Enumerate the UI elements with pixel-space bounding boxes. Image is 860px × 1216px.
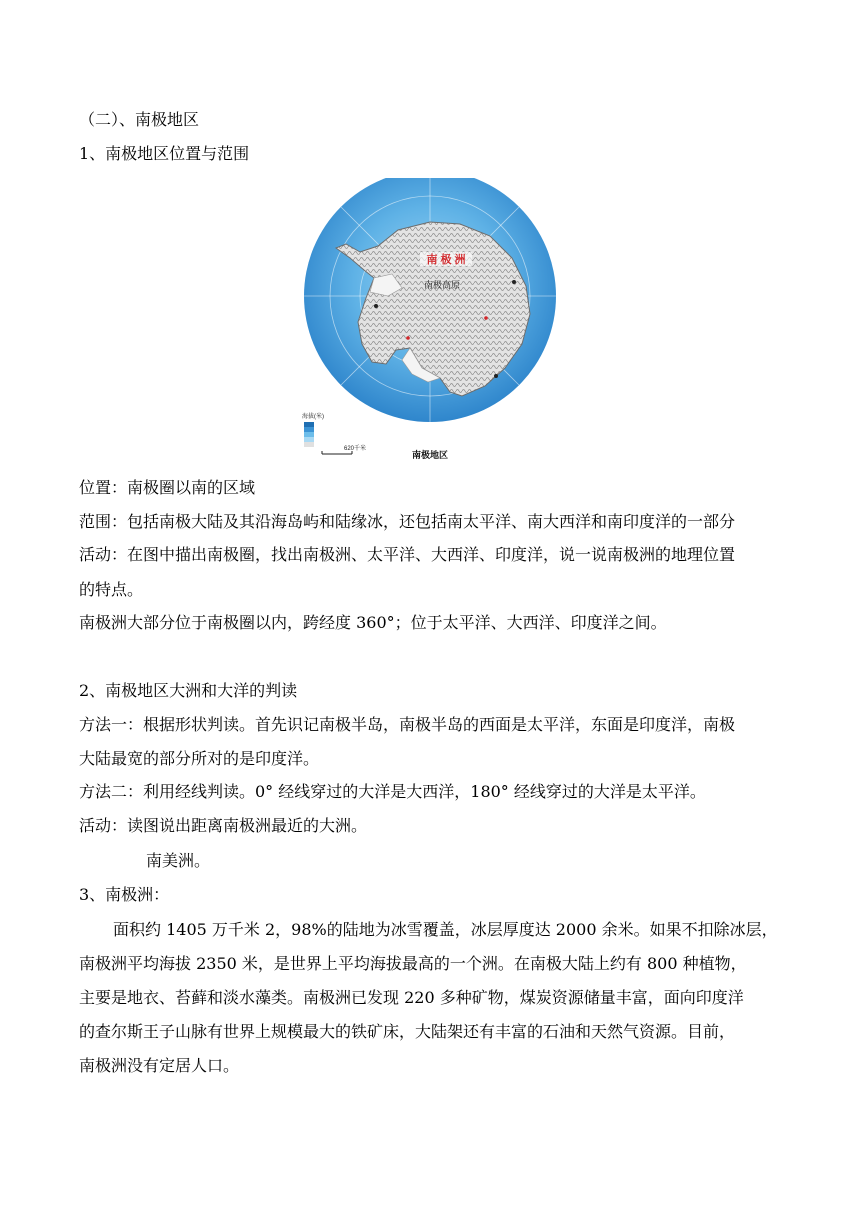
antarctica-map-graphic — [300, 178, 562, 462]
location-text: 位置：南极圈以南的区域 — [79, 478, 256, 497]
subheading-antarctica: 3、南极洲： — [79, 885, 170, 904]
subheading-judgement: 2、南极地区大洲和大洋的判读 — [79, 681, 298, 700]
paragraph-line4: 的查尔斯王子山脉有世界上规模最大的铁矿床，大陆架还有丰富的石油和天然气资源。目前， — [79, 1022, 736, 1041]
map-caption: 南极地区 — [411, 450, 449, 460]
activity2-text: 活动：读图说出距离南极洲最近的大洲。 — [79, 816, 368, 835]
method1-line2: 大陆最宽的部分所对的是印度洋。 — [79, 749, 320, 768]
paragraph-line3: 主要是地衣、苔藓和淡水藻类。南极洲已发现 220 多种矿物，煤炭资源储量丰富，面向印度洋 — [79, 988, 744, 1007]
activity1-line1: 活动：在图中描出南极圈，找出南极洲、太平洋、大西洋、印度洋，说一说南极洲的地理位置 — [79, 545, 736, 564]
paragraph-line1: 面积约 1405 万千米 2，98%的陆地为冰雪覆盖，冰层厚度达 2000 余米。如果不扣除冰层， — [113, 920, 778, 939]
scope-text: 范围：包括南极大陆及其沿海岛屿和陆缘冰，还包括南太平洋、南大西洋和南印度洋的一部分 — [79, 512, 736, 531]
scale-bar — [322, 444, 366, 454]
subheading-location: 1、南极地区位置与范围 — [79, 144, 250, 163]
method2-text: 方法二：利用经线判读。0° 经线穿过的大洋是大西洋，180° 经线穿过的大洋是太平洋。 — [79, 782, 706, 801]
map-label-plateau: 南极高原 — [423, 280, 461, 290]
paragraph-line5: 南极洲没有定居人口。 — [79, 1056, 240, 1075]
answer1-text: 南极洲大部分位于南极圈以内，跨经度 360°；位于太平洋、大西洋、印度洋之间。 — [79, 613, 667, 632]
paragraph-line2: 南极洲平均海拔 2350 米，是世界上平均海拔最高的一个洲。在南极大陆上约有 800 种植物， — [79, 954, 747, 973]
legend-title: 海拔(米) — [302, 414, 324, 420]
antarctica-map — [300, 178, 562, 462]
section-heading: （二）、南极地区 — [79, 110, 200, 129]
scale-label: 620千米 — [344, 446, 367, 452]
answer2-text: 南美洲。 — [146, 851, 211, 870]
map-legend — [302, 412, 324, 447]
map-label-continent: 南 极 洲 — [426, 254, 466, 266]
method1-line1: 方法一：根据形状判读。首先识记南极半岛，南极半岛的西面是太平洋，东面是印度洋，南极 — [79, 715, 736, 734]
activity1-line2: 的特点。 — [79, 580, 144, 599]
